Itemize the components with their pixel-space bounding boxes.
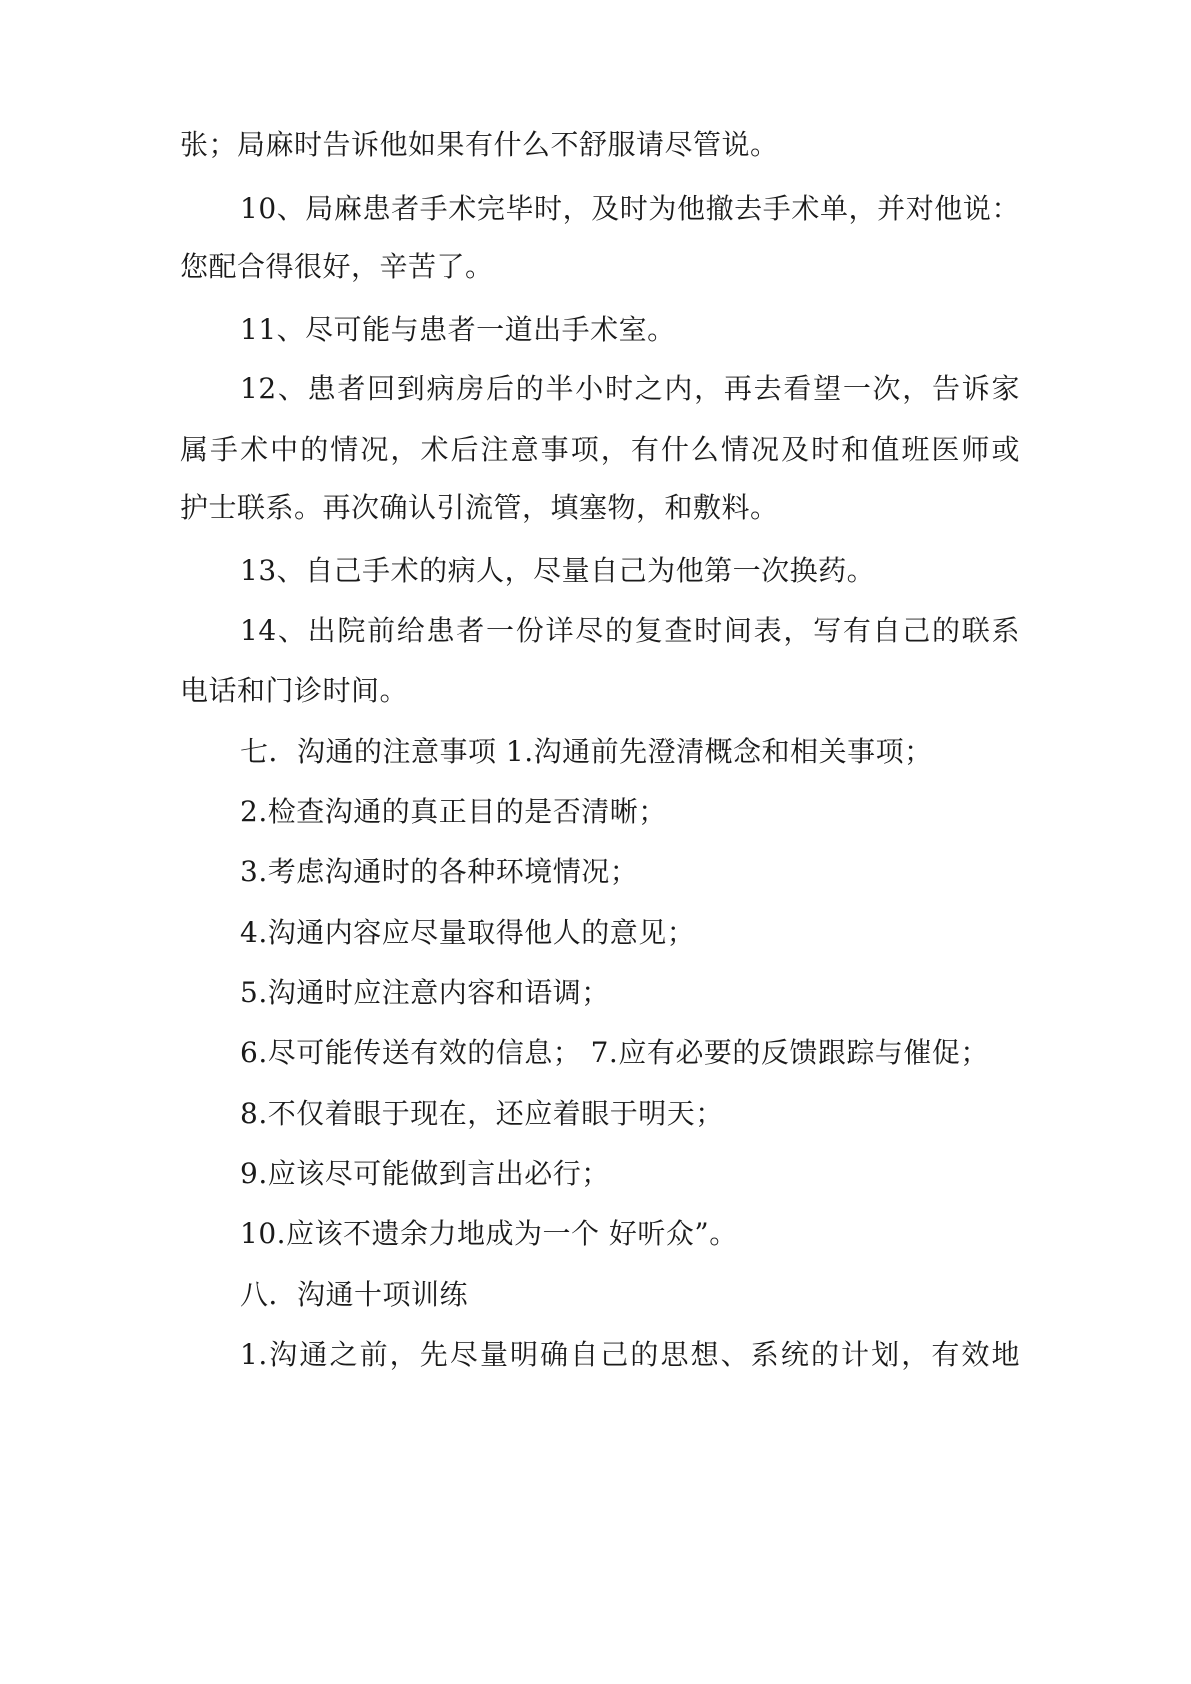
text-line: 您配合得很好，辛苦了。	[180, 250, 494, 283]
text-line: 3.考虑沟通时的各种环境情况；	[240, 855, 639, 888]
text-line: 七．沟通的注意事项 1.沟通前先澄清概念和相关事项；	[240, 735, 933, 768]
text-line: 13、自己手术的病人，尽量自己为他第一次换药。	[240, 554, 876, 587]
text-line: 6.尽可能传送有效的信息； 7.应有必要的反馈跟踪与催促；	[240, 1036, 989, 1069]
text-line: 张；局麻时告诉他如果有什么不舒服请尽管说。	[180, 128, 779, 161]
text-line: 12、患者回到病房后的半小时之内，再去看望一次，告诉家	[240, 372, 1020, 405]
text-line: 10、局麻患者手术完毕时，及时为他撤去手术单，并对他说：	[240, 192, 1020, 225]
text-line: 9.应该尽可能做到言出必行；	[240, 1157, 610, 1190]
text-line: 属手术中的情况，术后注意事项，有什么情况及时和值班医师或	[180, 433, 1020, 466]
text-line: 10.应该不遗余力地成为一个 好听众”。	[240, 1217, 738, 1250]
text-line: 护士联系。再次确认引流管，填塞物，和敷料。	[180, 491, 779, 524]
text-line: 14、出院前给患者一份详尽的复查时间表，写有自己的联系	[240, 614, 1020, 647]
text-line: 电话和门诊时间。	[180, 674, 409, 707]
text-line: 11、尽可能与患者一道出手术室。	[240, 313, 676, 346]
text-line: 8.不仅着眼于现在，还应着眼于明天；	[240, 1097, 724, 1130]
text-line: 1.沟通之前，先尽量明确自己的思想、系统的计划，有效地	[240, 1338, 1020, 1371]
text-line: 5.沟通时应注意内容和语调；	[240, 976, 610, 1009]
section-heading: 八．沟通十项训练	[240, 1278, 469, 1311]
text-line: 2.检查沟通的真正目的是否清晰；	[240, 795, 667, 828]
text-line: 4.沟通内容应尽量取得他人的意见；	[240, 916, 696, 949]
